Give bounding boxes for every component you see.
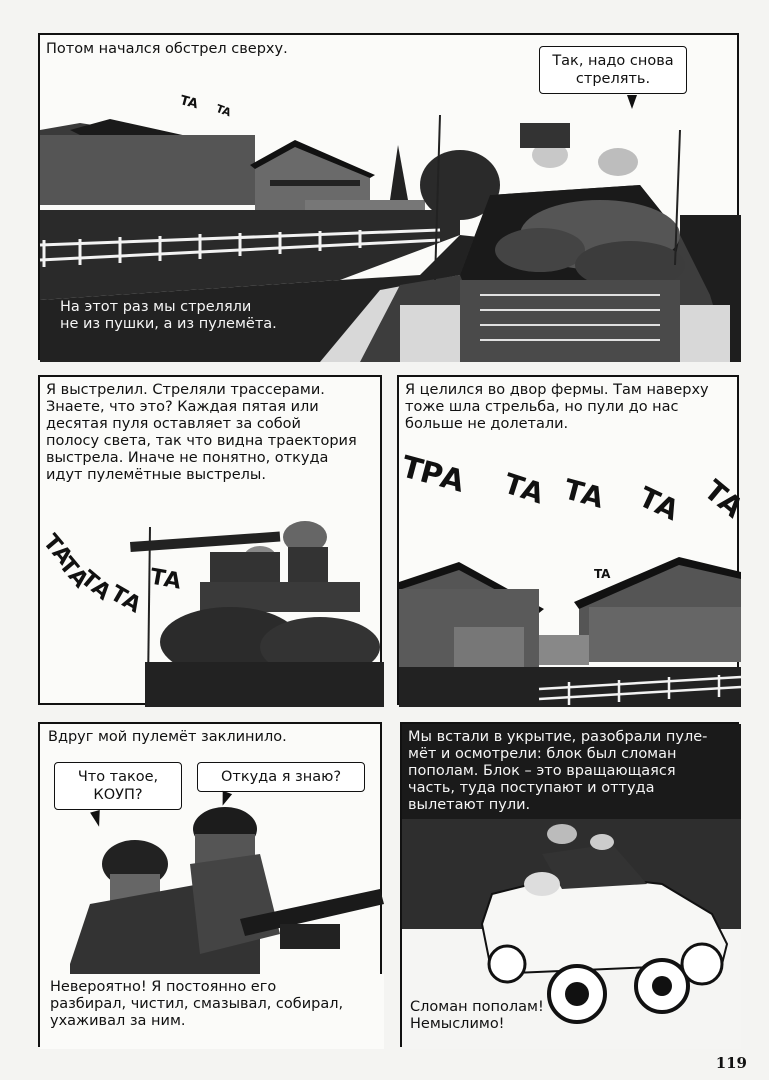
panel-1-sfx-ta: ТА [214,101,232,120]
panel-1-top-caption: Потом начался обстрел сверху. [46,41,288,57]
panel-2-sfx: ТА [148,564,182,595]
panel-5-bottom-caption: Сломан пополам! Немыслимо! [410,999,544,1032]
panel-2-sfx: ТА [37,529,77,570]
panel-1 [38,33,739,360]
panel-1-sfx-ta: ТА [178,93,199,112]
panel-2-sfx: ТА [53,552,93,593]
panel-3-caption: Я целился во двор фермы. Там наверху тоже шла стрельба, но пули до нас больше не долетали. [405,382,709,432]
panel-1-speech-bubble: Так, надо снова стрелять. [539,46,687,94]
panel-1-bottom-caption: На этот раз мы стреляли не из пушки, а из пулемёта. [60,299,277,332]
panel-4-bottom-caption: Невероятно! Я постоянно его разбирал, чистил, смазывал, собирал, ухаживал за ним. [50,979,344,1029]
panel-2-caption: Я выстрелил. Стреляли трассерами. Знаете, что это? Каждая пятая или десятая пуля оставляет за собой полосу света, так что видна траектория выстрела. Иначе не понятно, откуда идут пулемётные выстрелы. [46,382,357,483]
panel-4-top-caption: Вдруг мой пулемёт заклинило. [44,727,291,748]
page-number: 119 [715,1054,747,1072]
panel-3-sfx: ТА [499,466,547,511]
panel-3-sfx: ТРА [397,449,468,500]
panel-2-sfx: ТА [75,566,115,605]
panel-3-sfx: ТА [560,472,607,515]
panel-3 [397,375,749,705]
panel-5-top-caption: Мы встали в укрытие, разобрали пуле- мёт и осмотрели: блок был сломан пополам. Блок – это вращающаяся часть, туда поступают и оттуда вылетают пули. [408,729,708,813]
panel-2 [38,375,382,705]
panel-4 [38,722,382,1047]
panel-3-sfx: ТА [633,480,683,527]
panel-4-speech-bubble-2: Откуда я знаю? [197,762,365,792]
panel-3-sfx: ТА [594,567,610,581]
panel-4-speech-bubble-1: Что такое, КОУП? [54,762,182,810]
panel-5 [400,722,739,1047]
panel-1-bubble-tail [627,95,637,109]
panel-3-sfx: ТА [697,473,749,524]
panel-2-sfx: ТА [105,581,145,618]
